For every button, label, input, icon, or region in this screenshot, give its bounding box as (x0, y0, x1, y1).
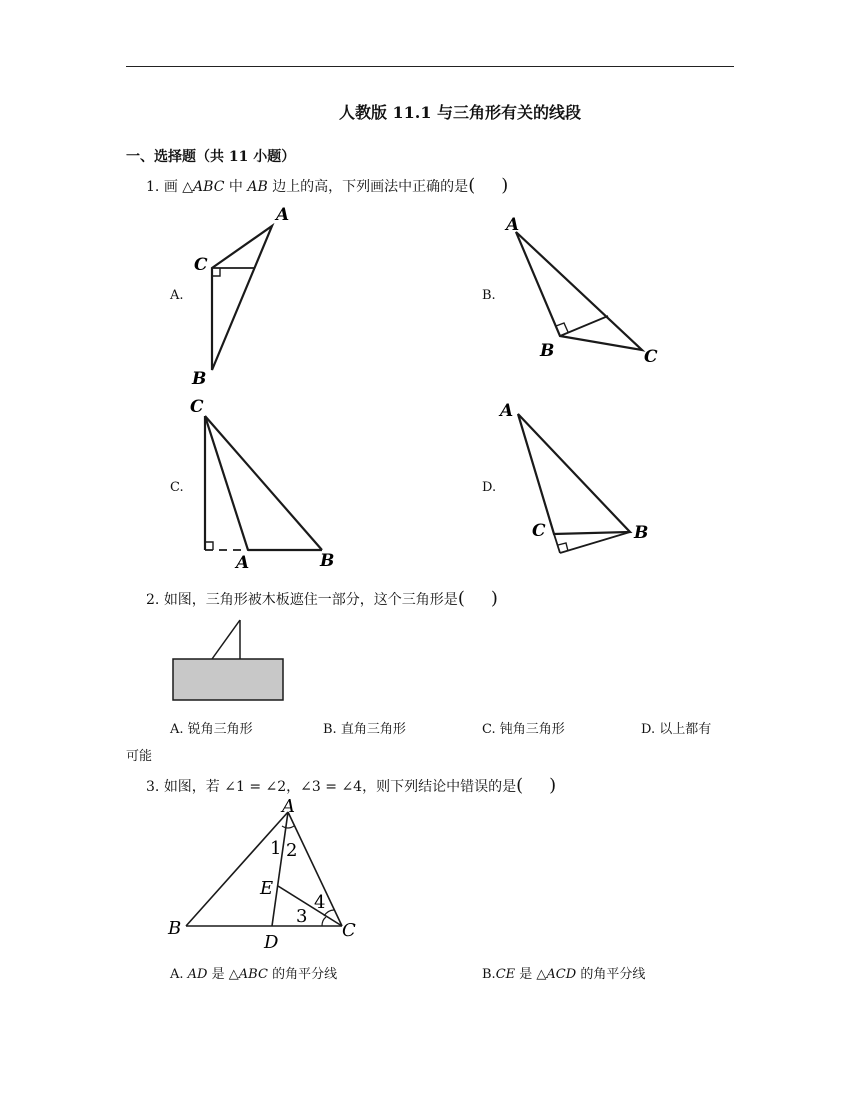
q3-angle-3: 3 (296, 906, 308, 927)
q1-figure-c (186, 394, 346, 574)
q3-paren-open: ( (516, 775, 524, 796)
question-1 (146, 175, 508, 196)
q3-arc-a (282, 826, 294, 828)
q3-side-ab (186, 812, 288, 926)
q3-text-after: ，则下列结论中错误的是 (362, 779, 517, 795)
q3-comma: ， (286, 779, 301, 795)
q1-option-b-label[interactable]: B. (482, 288, 496, 303)
q2-text: 如图，三角形被木板遮住一部分，这个三角形是 (163, 592, 458, 608)
fig-c-side-ca (205, 416, 248, 550)
q2-paren-close: ) (490, 588, 498, 609)
q3-angle-4: 4 (314, 892, 326, 913)
q3-option-a-math: AD (187, 967, 208, 982)
q1-ab: AB (247, 179, 268, 195)
q2-tri-side-left (212, 620, 240, 659)
q3-option-b-text2: 的角平分线 (580, 967, 646, 982)
q3-number: 3. (146, 779, 160, 795)
fig-b-label-b: B (540, 341, 555, 361)
q1-figure-b (496, 210, 676, 370)
fig-c-label-c: C (190, 397, 204, 417)
q1-figure-d (496, 396, 666, 566)
fig-d-label-b: B (634, 523, 649, 543)
fig-c-side-cb (205, 416, 322, 550)
q3-option-b-math: CE (495, 967, 516, 982)
fig-c-label-a: A (236, 553, 250, 573)
q3-angle-2: 2 (286, 840, 298, 861)
q1-option-a-label[interactable]: A. (170, 288, 184, 303)
q1-paren-close: ) (501, 175, 509, 196)
question-2 (146, 588, 498, 609)
q2-figure (170, 616, 290, 706)
q1-text-before: 画 (163, 179, 178, 195)
q3-paren-close: ) (549, 775, 557, 796)
q3-angle-1: 1 (270, 838, 282, 859)
fig-d-label-c: C (532, 521, 546, 541)
q3-option-a-prefix: A. (170, 967, 184, 982)
q3-label-b: B (168, 918, 182, 939)
header-rule (126, 66, 734, 67)
fig-c-right-angle (205, 542, 213, 550)
q3-arc-c-lower (322, 917, 326, 926)
q1-mid: 中 (228, 179, 243, 195)
q2-number: 2. (146, 592, 160, 608)
q3-option-a-text: 是 (211, 967, 225, 982)
q2-option-a[interactable]: A. 锐角三角形 (170, 722, 253, 737)
q3-label-d: D (264, 932, 279, 953)
fig-d-label-a: A (500, 401, 514, 421)
fig-a-triangle (212, 226, 272, 370)
question-3 (146, 775, 556, 796)
q2-option-c[interactable]: C. 钝角三角形 (482, 722, 565, 737)
q3-option-a-math2: ABC (238, 967, 268, 982)
q3-figure (164, 798, 374, 958)
fig-a-label-c: C (194, 255, 208, 275)
q3-option-b-tri: △ (536, 967, 547, 982)
q1-figure-a (186, 200, 296, 390)
fig-a-label-a: A (276, 205, 290, 225)
fig-d-height (560, 532, 630, 553)
q3-label-c: C (342, 920, 356, 941)
q2-option-b[interactable]: B. 直角三角形 (323, 722, 406, 737)
q3-label-e: E (260, 878, 274, 899)
section-heading: 一、选择题（共 11 小题） (126, 149, 296, 165)
q1-number: 1. (146, 179, 160, 195)
fig-b-label-a: A (506, 215, 520, 235)
q2-board (173, 659, 283, 700)
q3-option-a-text2: 的角平分线 (272, 967, 338, 982)
q3-option-b[interactable] (482, 963, 645, 982)
fig-a-right-angle (212, 268, 220, 276)
q3-segment-ad (272, 812, 288, 926)
fig-b-label-c: C (644, 347, 658, 367)
fig-a-label-b: B (192, 369, 207, 389)
q3-option-a[interactable] (170, 963, 337, 982)
q1-option-d-label[interactable]: D. (482, 480, 497, 495)
q3-label-a: A (282, 798, 295, 817)
q1-text-after: 边上的高，下列画法中正确的是 (272, 179, 469, 195)
fig-c-label-b: B (320, 551, 335, 571)
q1-option-c-label[interactable]: C. (170, 480, 184, 495)
fig-b-height (560, 316, 608, 336)
q3-option-b-math2: ACD (546, 967, 577, 982)
fig-d-extension (554, 534, 560, 553)
q3-option-b-prefix: B. (482, 967, 496, 982)
q1-abc: ABC (193, 179, 225, 195)
q2-option-d-continued: 可能 (126, 749, 153, 764)
q2-paren-open: ( (457, 588, 465, 609)
q1-tri-symbol: △ (182, 179, 194, 195)
q2-option-d[interactable]: D. 以上都有 (641, 722, 712, 737)
q3-option-b-text: 是 (519, 967, 533, 982)
page-title: 人教版 11.1 与三角形有关的线段 (338, 103, 582, 122)
fig-d-triangle (518, 414, 630, 534)
q3-option-a-tri: △ (228, 967, 239, 982)
fig-b-triangle (516, 232, 642, 350)
q3-cond2: ∠3 = ∠4 (300, 779, 363, 795)
q1-paren-open: ( (468, 175, 476, 196)
q3-text-before: 如图，若 (163, 779, 220, 795)
q3-cond1: ∠1 = ∠2 (224, 779, 287, 795)
